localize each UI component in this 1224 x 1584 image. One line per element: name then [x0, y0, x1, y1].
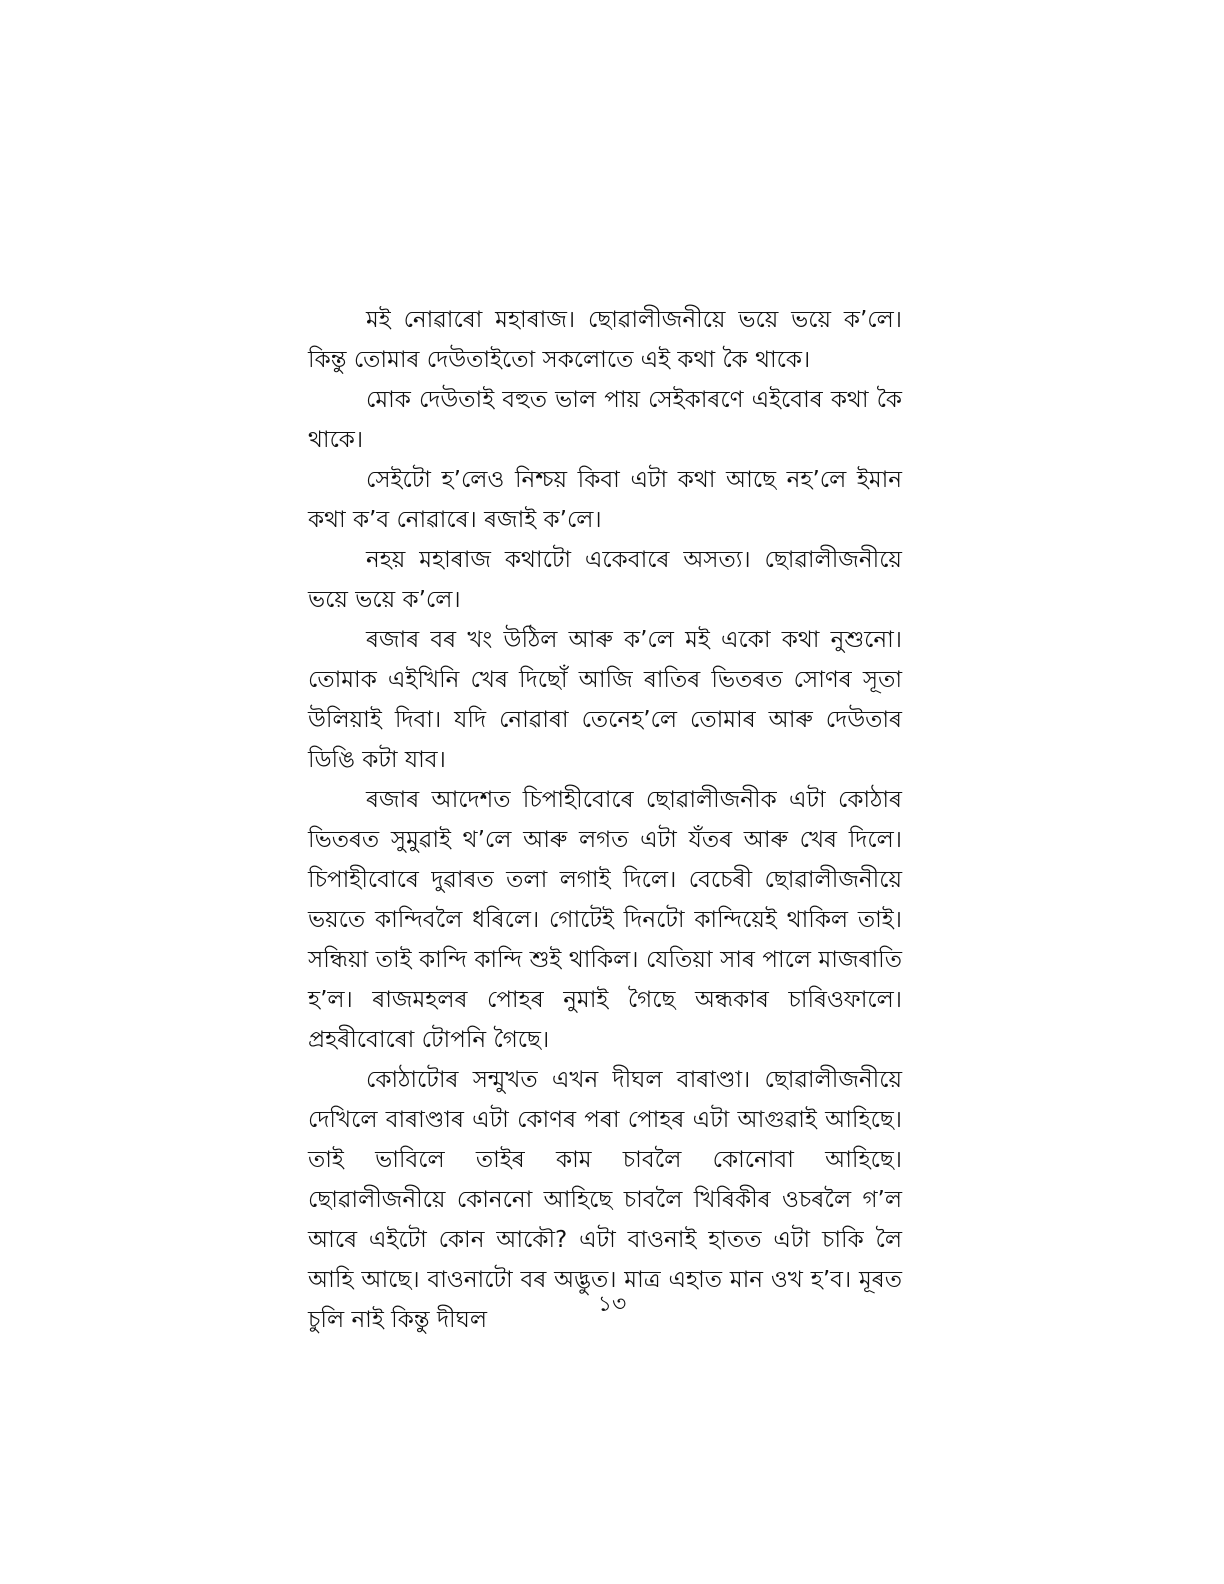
paragraph: ৰজাৰ আদেশত চিপাহীবোৰে ছোৱালীজনীক এটা কোঠাৰ ভিতৰত সুমুৱাই থ’লে আৰু লগত এটা যঁতৰ আৰু খেৰ দিলে। চিপাহীবোৰে দুৱাৰত তলা লগাই দিলে। বেচেৰী ছোৱালীজনীয়ে ভয়তে কান্দিবলৈ ধৰিলে। গোটেই দিনটো কান্দিয়েই থাকিল তাই। সন্ধিয়া তাই কান্দি কান্দি শুই থাকিল। যেতিয়া সাৰ পালে মাজৰাতি হ’ল। ৰাজমহলৰ পোহৰ নুমাই গৈছে অন্ধকাৰ চাৰিওফালে। প্ৰহৰীবোৰো টোপনি গৈছে।	[308, 787, 902, 1053]
paragraph: কোঠাটোৰ সন্মুখত এখন দীঘল বাৰাণ্ডা। ছোৱালীজনীয়ে দেখিলে বাৰাণ্ডাৰ এটা কোণৰ পৰা পোহৰ এটা আগুৱাই আহিছে। তাই ভাবিলে তাইৰ কাম চাবলৈ কোনোবা আহিছে। ছোৱালীজনীয়ে কোননো আহিছে চাবলৈ খিৰিকীৰ ওচৰলৈ গ’ল আৰে এইটো কোন আকৌ? এটা বাওনাই হাতত এটা চাকি লৈ আহি আছে। বাওনাটো বৰ অদ্ভুত। মাত্ৰ এহাত মান ওখ হ’ব। মূৰত চুলি নাই কিন্তু দীঘল	[308, 1067, 902, 1333]
paragraph: নহয় মহাৰাজ কথাটো একেবাৰে অসত্য। ছোৱালীজনীয়ে ভয়ে ভয়ে ক’লে।	[308, 547, 902, 613]
paragraph: ৰজাৰ বৰ খং উঠিল আৰু ক’লে মই একো কথা নুশুনো। তোমাক এইখিনি খেৰ দিছোঁ আজি ৰাতিৰ ভিতৰত সোণৰ সূতা উলিয়াই দিবা। যদি নোৱাৰা তেনেহ’লে তোমাৰ আৰু দেউতাৰ ডিঙি কটা যাব।	[308, 627, 902, 773]
paragraph: মই নোৱাৰো মহাৰাজ। ছোৱালীজনীয়ে ভয়ে ভয়ে ক’লে। কিন্তু তোমাৰ দেউতাইতো সকলোতে এই কথা কৈ থাকে।	[308, 307, 902, 373]
paragraph: মোক দেউতাই বহুত ভাল পায় সেইকাৰণে এইবোৰ কথা কৈ থাকে।	[308, 387, 902, 453]
body-text	[308, 300, 902, 1340]
paragraph: সেইটো হ’লেও নিশ্চয় কিবা এটা কথা আছে নহ’লে ইমান কথা ক’ব নোৱাৰে। ৰজাই ক’লে।	[308, 467, 902, 533]
page-number: ১৩	[597, 1292, 627, 1317]
